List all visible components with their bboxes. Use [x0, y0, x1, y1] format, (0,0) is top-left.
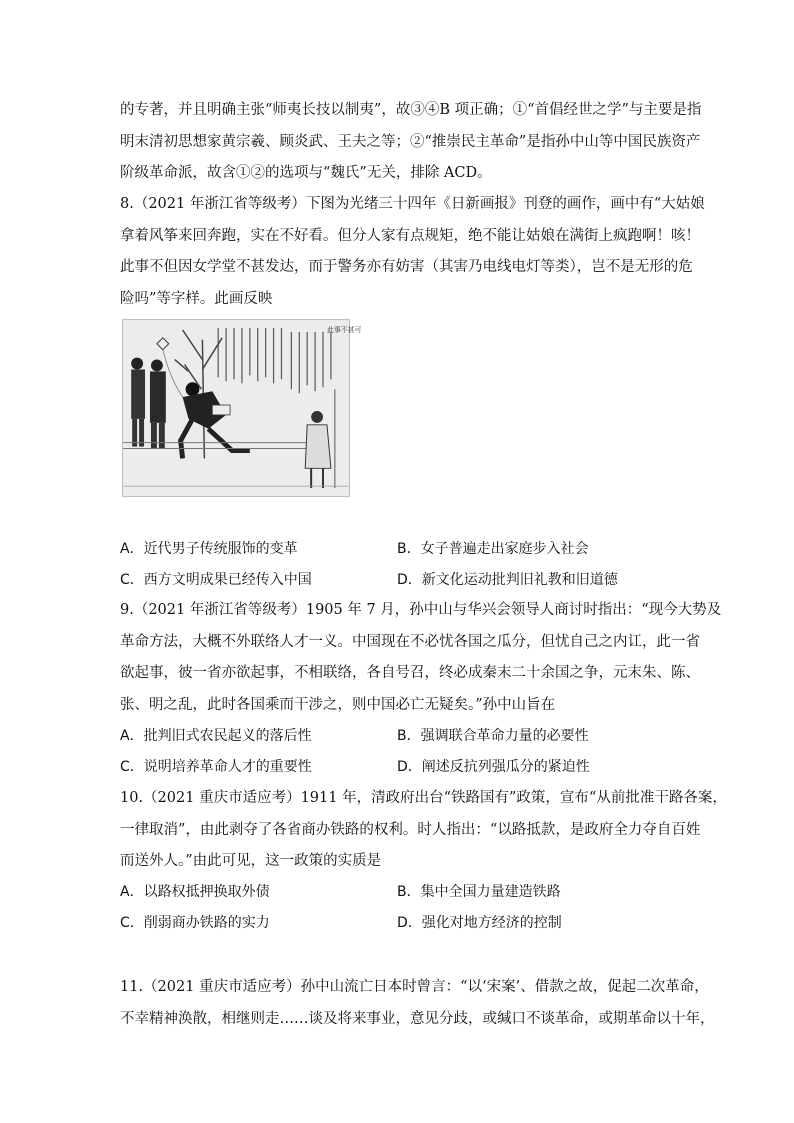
text-line: 阶级革命派，故含①②的选项与“魏氏”无关，排除 ACD。 — [120, 165, 492, 181]
text-line: 9.（2021 年浙江省等级考）1905 年 7 月，孙中山与华兴会领导人商讨时指出：“现今大势及 — [120, 602, 722, 618]
question-9-stem — [120, 595, 722, 721]
question-9-options-row-2 — [120, 753, 680, 781]
answer-explanation-paragraph — [120, 95, 702, 190]
text-line: 险吗”等字样。此画反映 — [120, 290, 273, 307]
question-11-stem — [120, 972, 715, 1035]
option-a[interactable]: A．以路权抵押换取外债 — [120, 884, 270, 900]
text-line: 10.（2021 重庆市适应考）1911 年，清政府出台“铁路国有”政策，宣布“从前批准干路各案， — [120, 790, 727, 806]
option-b[interactable]: B．强调联合革命力量的必要性 — [397, 728, 589, 744]
option-d[interactable]: D．新文化运动批判旧礼教和旧道德 — [397, 572, 618, 588]
text-line: 此事不但因女学堂不甚发达，而于警务亦有妨害（其害乃电线电灯等类），岂不是无形的危 — [120, 259, 693, 275]
text-line: 的专著，并且明确主张“师夷长技以制夷”，故③④B 项正确；①“首倡经世之学”与主要是指 — [120, 102, 702, 118]
illustration-caption: 此事不甚可 — [326, 325, 362, 334]
option-c[interactable]: C．西方文明成果已经传入中国 — [120, 572, 312, 588]
question-8-options-row-2 — [120, 566, 680, 594]
illustration-drawing — [123, 320, 362, 496]
question-8-options-row-1 — [120, 535, 680, 563]
text-line: 11.（2021 重庆市适应考）孙中山流亡日本时曾言：“以‘宋案’、借款之故，促起二次革命， — [120, 979, 709, 995]
option-c[interactable]: C．说明培养革命人才的重要性 — [120, 759, 312, 775]
option-d[interactable]: D．强化对地方经济的控制 — [397, 915, 562, 931]
option-a[interactable]: A．批判旧式农民起义的落后性 — [120, 728, 312, 744]
question-10-options-row-1 — [120, 878, 680, 906]
newspaper-illustration — [122, 319, 362, 497]
question-10-stem — [120, 783, 727, 878]
option-b[interactable]: B．集中全国力量建造铁路 — [397, 884, 561, 900]
option-c[interactable]: C．削弱商办铁路的实力 — [120, 915, 270, 931]
text-line: 8.（2021 年浙江省等级考）下图为光绪三十四年《日新画报》刊登的画作，画中有“大姑娘 — [120, 196, 705, 212]
option-d[interactable]: D．阐述反抗列强瓜分的紧迫性 — [397, 759, 590, 775]
text-line: 不幸精神涣散，相继则走……谈及将来事业，意见分歧，或缄口不谈革命，或期革命以十年， — [120, 1010, 715, 1027]
option-a[interactable]: A．近代男子传统服饰的变革 — [120, 541, 298, 557]
question-8-stem — [120, 189, 705, 315]
option-b[interactable]: B．女子普遍走出家庭步入社会 — [397, 541, 589, 557]
text-line: 明末清初思想家黄宗羲、顾炎武、王夫之等；②“推崇民主革命”是指孙中山等中国民族资产 — [120, 133, 701, 150]
text-line: 张、明之乱，此时各国乘而干涉之，则中国必亡无疑矣。”孙中山旨在 — [120, 696, 556, 713]
text-line: 而送外人。”由此可见，这一政策的实质是 — [120, 853, 382, 869]
text-line: 拿着风筝来回奔跑，实在不好看。但分人家有点规矩，绝不能让姑娘在满街上疯跑啊！咳！ — [120, 227, 700, 244]
question-9-options-row-1 — [120, 722, 680, 750]
text-line: 一律取消”，由此剥夺了各省商办铁路的权利。时人指出：“以路抵款，是政府全力夺自百姓 — [120, 821, 701, 838]
text-line: 革命方法，大概不外联络人才一义。中国现在不必忧各国之瓜分，但忧自己之内讧，此一省 — [120, 633, 700, 650]
text-line: 欲起事，彼一省亦欲起事，不相联络，各自号召，终必成秦末二十余国之争，元末朱、陈、 — [120, 665, 700, 681]
question-10-options-row-2 — [120, 909, 680, 937]
